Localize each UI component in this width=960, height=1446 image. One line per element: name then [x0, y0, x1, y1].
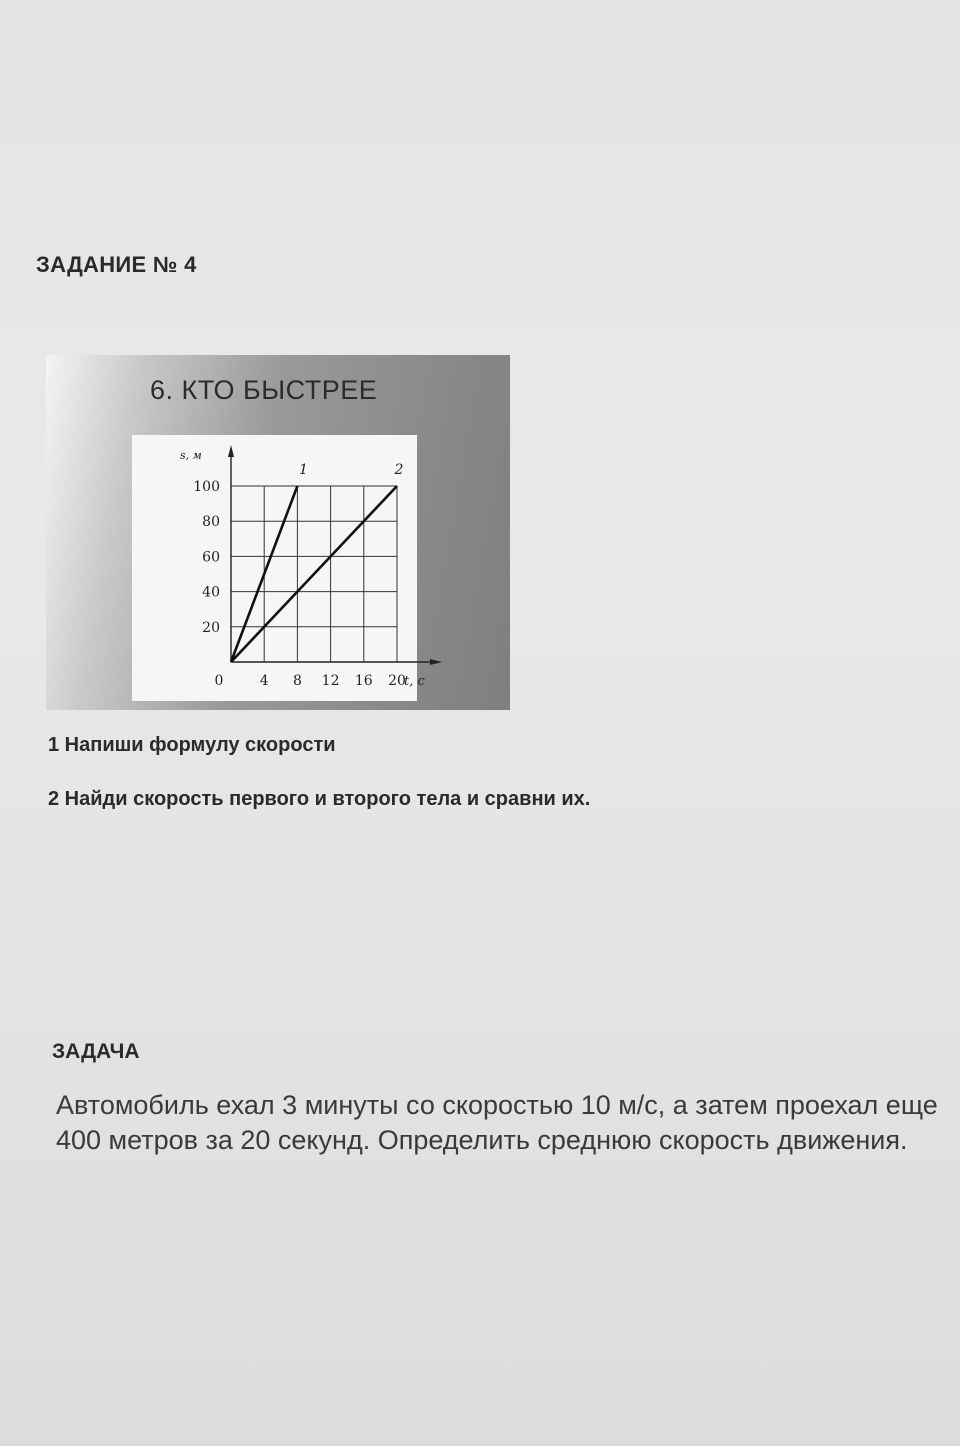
- y-tick-label: 100: [193, 479, 220, 495]
- series-label-2: 2: [394, 462, 404, 478]
- assignment-title: ЗАДАНИЕ № 4: [36, 252, 197, 277]
- task-text: Автомобиль ехал 3 минуты со скоростью 10 м/с, а затем проехал еще 400 метров за 20 секунд. Определить среднюю скорость движения.: [56, 1090, 938, 1155]
- x-tick-label: 12: [321, 673, 340, 689]
- x-tick-label: 0: [214, 673, 224, 689]
- x-axis-arrow: [430, 659, 442, 665]
- task-heading: ЗАДАЧА: [52, 1040, 140, 1063]
- x-tick-label: 16: [354, 673, 373, 689]
- x-axis-label: t, с: [404, 674, 425, 689]
- distance-time-chart: [132, 435, 425, 701]
- y-tick-label: 80: [202, 514, 220, 531]
- x-tick-label: 8: [292, 673, 302, 689]
- y-tick-label: 60: [202, 549, 220, 566]
- y-tick-label: 40: [202, 584, 220, 601]
- question-2: 2 Найди скорость первого и второго тела и сравни их.: [48, 788, 591, 810]
- slide-title: 6. КТО БЫСТРЕЕ: [150, 375, 378, 405]
- series-label-1: 1: [298, 462, 308, 478]
- question-1: 1 Напиши формулу скорости: [48, 734, 336, 756]
- x-tick-label: 4: [259, 673, 269, 689]
- slide-image: [46, 355, 510, 710]
- series-line-2: [231, 486, 397, 662]
- y-axis-arrow: [228, 445, 234, 457]
- y-axis-label: s, м: [180, 449, 202, 462]
- chart-panel: [132, 435, 425, 701]
- y-tick-label: 20: [202, 619, 220, 636]
- x-tick-label: 20: [388, 673, 406, 689]
